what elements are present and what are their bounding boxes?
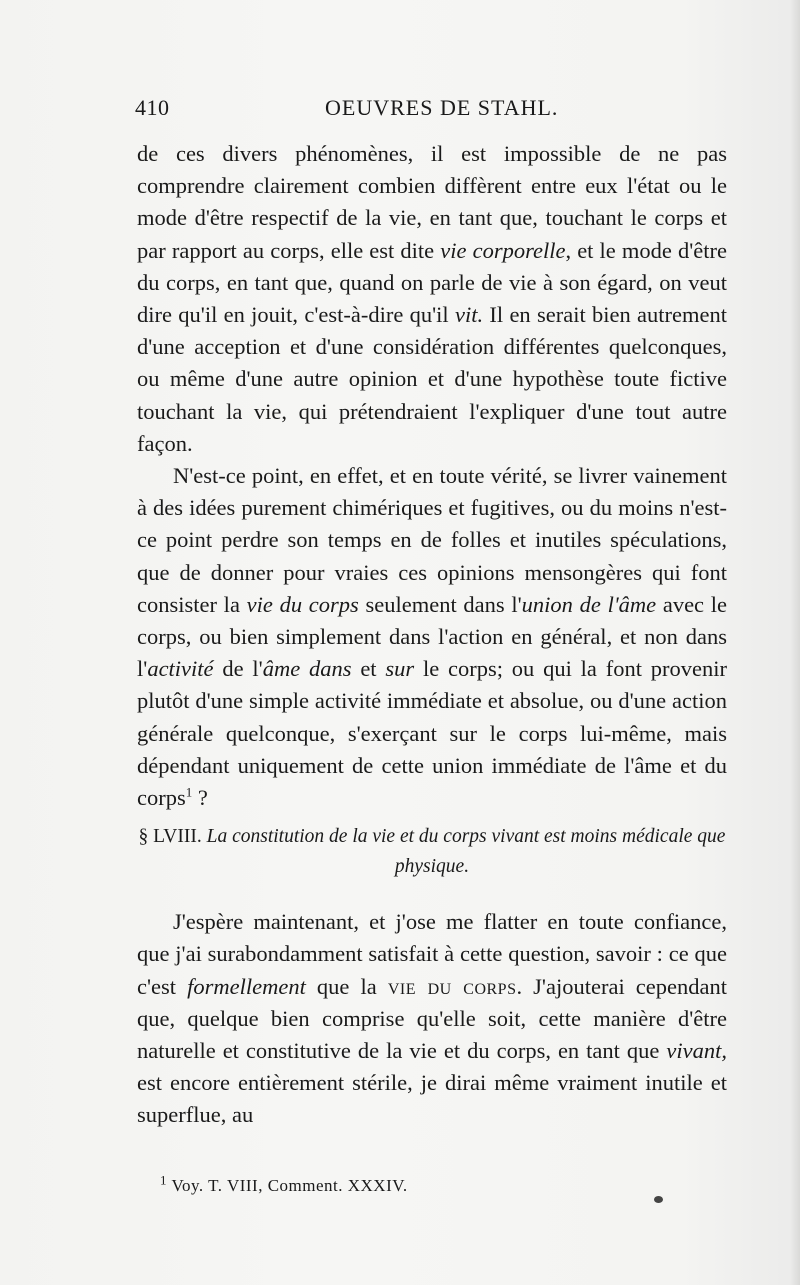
section-title: La constitution de la vie et du corps vivant est moins médicale que physique.: [206, 826, 726, 878]
footnote-reference: 1: [185, 784, 193, 800]
section-number: § LVIII.: [138, 826, 202, 848]
p2-italic-5: sur: [385, 656, 415, 682]
p2-italic-2: union de l'âme: [521, 591, 657, 617]
p1-italic-1: vie corporelle: [440, 237, 566, 263]
p3-text-4: est encore entièrement stérile, je dirai même vraiment inutile et superflue, au: [137, 1070, 727, 1128]
p2-italic-4: âme dans: [262, 656, 352, 682]
p2-text-5: et: [351, 656, 386, 682]
p2-text-6: le corps; ou qui la font provenir plutôt d'une simple activité immédiate et absolue, ou d'une action générale quelconque, s'exerçant sur le corps lui-même, mais dépendant uniquement de cette union immédiate de l'âme et du corps: [137, 656, 727, 811]
p2-text-4: de l': [213, 656, 263, 682]
p2-text-3: avec le corps, ou bien simplement dans l'action en général, et non dans l': [137, 591, 727, 682]
footnote-text: Voy. T. VIII, Comment. XXXIV.: [171, 1176, 408, 1195]
p1-italic-2: vit.: [454, 302, 484, 328]
p2-text-7: ?: [192, 785, 208, 811]
p2-text-2: seulement dans l': [358, 591, 522, 617]
p3-small-caps-1: vie du corps: [387, 973, 517, 999]
p2-italic-3: activité: [147, 656, 214, 682]
p3-text-2: que la: [305, 973, 388, 999]
footnote: [160, 1172, 408, 1196]
p1-text-3: Il en serait bien autrement d'une acception et d'une considération différentes quelconques, ou même d'une autre opinion et d'une hypothèse toute fictive touchant la vie, qui prétendraient l'expliquer d'une tout autre façon.: [137, 302, 727, 456]
p2-text-1: N'est-ce point, en effet, et en toute vérité, se livrer vainement à des idées purement chimériques et fugitives, ou du moins n'est-ce point perdre son temps en de folles et inutiles spéculations, que de donner pour vraies ces opinions mensongères qui font consister la: [137, 463, 727, 617]
running-title: OEUVRES DE STAHL.: [325, 95, 559, 120]
main-text: [137, 138, 727, 1132]
p1-text-1: de ces divers phénomènes, il est impossible de ne pas comprendre clairement combien diffèrent entre eux l'état ou le mode d'être respectif de la vie, en tant que, touchant le corps et par rapport au corps, elle est dite: [137, 141, 727, 263]
page-number: 410: [135, 95, 170, 120]
section-heading: [137, 822, 727, 882]
p3-italic-2: vivant,: [666, 1038, 727, 1064]
paragraph-2: [137, 460, 727, 814]
p1-text-2: , et le mode d'être du corps, en tant que, quand on parle de vie à son égard, on veut dire qu'il en jouit, c'est-à-dire qu'il: [137, 237, 727, 328]
p2-italic-1: vie du corps: [246, 591, 359, 617]
p3-italic-1: formellement: [187, 973, 306, 999]
p3-text-1: J'espère maintenant, et j'ose me flatter en toute confiance, que j'ai surabondamment satisfait à cette question, savoir : ce que c'est: [137, 909, 727, 999]
paragraph-3: [137, 906, 727, 1131]
page-header: [135, 95, 725, 129]
ink-spot: [654, 1196, 663, 1203]
paragraph-1: [137, 138, 727, 460]
footnote-mark: 1: [160, 1172, 167, 1188]
p3-text-3: . J'ajouterai cependant que, quelque bien comprise qu'elle soit, cette manière d'être naturelle et constitutive de la vie et du corps, en tant que: [137, 973, 727, 1064]
